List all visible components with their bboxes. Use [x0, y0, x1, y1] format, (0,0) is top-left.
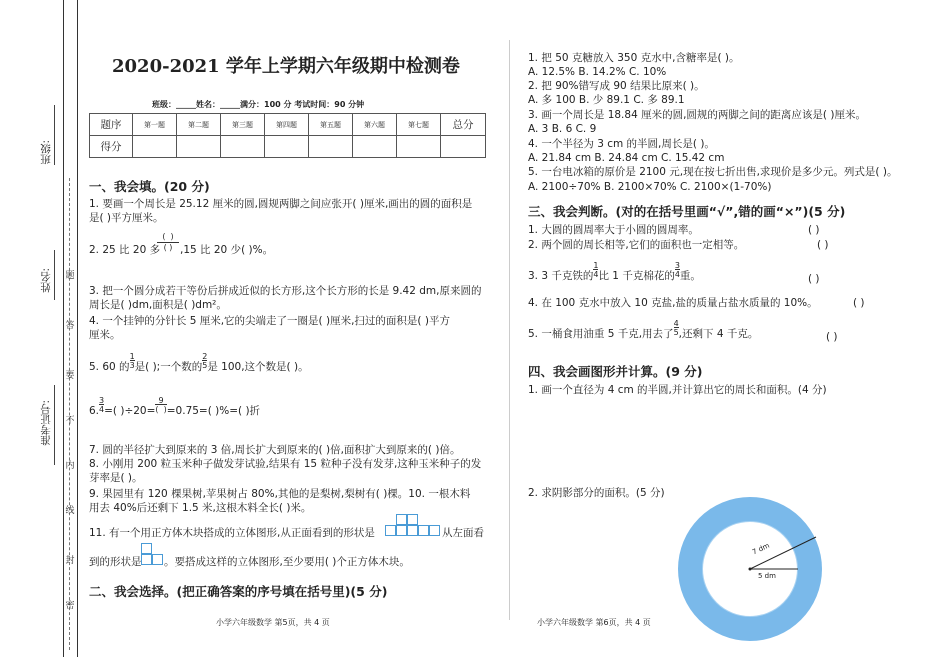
binding-line-inner: [77, 0, 78, 657]
s3-q3-answer[interactable]: ( ): [808, 273, 820, 285]
s4-q1: 1. 画一个直径为 4 cm 的半圆,并计算出它的周长和面积。(4 分): [528, 384, 827, 396]
cube: [407, 514, 418, 525]
q6-fraction-2[interactable]: [155, 396, 166, 414]
seal-char: 线: [65, 506, 75, 516]
s3-q3-text-b: 比 1 千克棉花的: [598, 270, 675, 282]
cube: [418, 525, 429, 536]
score-cell[interactable]: [133, 136, 177, 158]
s3-q5-text-b: ,还剩下 4 千克。: [678, 328, 759, 340]
page-divider: [509, 40, 510, 620]
inner-radius-label: 5 dm: [758, 572, 776, 580]
section-2-title: 二、我会选择。(把正确答案的序号填在括号里)(5 分): [89, 584, 388, 599]
cube: [152, 554, 163, 565]
q1-line-a: 1. 要画一个周长是 25.12 厘米的圆,圆规两脚之间应张开( )厘米,画出的圆的面积是: [89, 198, 473, 210]
radius-lines: [678, 497, 822, 641]
s2-q1-options: A. 12.5% B. 14.2% C. 10%: [528, 66, 667, 78]
s3-q3: [528, 261, 701, 285]
q11-text-a: 11. 有一个用正方体木块搭成的立体图形,从正面看到的形状是: [89, 527, 375, 539]
q5-text-a: 5. 60 的: [89, 361, 130, 373]
seal-line: [63, 178, 77, 650]
section-4-title: 四、我会画图形并计算。(9 分): [528, 364, 703, 379]
name-underline: [54, 250, 55, 300]
seal-char: 答: [65, 321, 75, 331]
q11-text-d: 。要搭成这样的立体图形,至少要用( )个正方体木块。: [164, 556, 410, 568]
fraction-denominator: 4: [674, 270, 680, 279]
s2-q2: 2. 把 90%错写成 90 结果比原来( )。: [528, 80, 705, 92]
fraction-numerator: 1: [593, 261, 599, 270]
cube: [396, 514, 407, 525]
annulus-figure: [678, 497, 822, 641]
s2-q4: 4. 一个半径为 3 cm 的半圆,周长是( )。: [528, 138, 715, 150]
q11-text-c: 到的形状是: [89, 556, 142, 568]
table-cell: 得分: [90, 136, 133, 158]
q2-text-a: 2. 25 比 20 多: [89, 244, 161, 256]
fraction-denominator: 5: [673, 328, 679, 337]
seal-char: 封: [65, 556, 75, 566]
s3-q3-fraction-2: [675, 261, 680, 279]
q3-line-a: 3. 把一个圆分成若干等份后拼成近似的长方形,这个长方形的长是 9.42 dm,原来圆的: [89, 285, 482, 297]
cube: [407, 525, 418, 536]
s2-q4-options: A. 21.84 cm B. 24.84 cm C. 15.42 cm: [528, 152, 725, 164]
q2-text-b: ,15 比 20 少( )%。: [180, 244, 274, 256]
cube: [141, 543, 152, 554]
s3-q1: 1. 大圆的圆周率大于小圆的圆周率。: [528, 224, 699, 236]
seal-char: 题: [65, 271, 75, 281]
s3-q2-answer[interactable]: ( ): [817, 239, 829, 251]
q5-text-b: 是( );一个数的: [134, 361, 203, 373]
front-view-figure: [385, 514, 441, 538]
q6-line: [89, 396, 261, 420]
class-underline: [54, 105, 55, 165]
seal-char: 不: [65, 416, 75, 426]
score-cell[interactable]: [309, 136, 353, 158]
cube: [396, 525, 407, 536]
s3-q3-text-a: 3. 3 千克铁的: [528, 270, 594, 282]
center-point: [749, 568, 752, 571]
fraction-denominator: 5: [202, 361, 208, 370]
score-cell[interactable]: [441, 136, 486, 158]
q4-line-b: 厘米。: [89, 329, 121, 341]
cube: [141, 554, 152, 565]
section-3-title: 三、我会判断。(对的在括号里画“√”,错的画“×”)(5 分): [528, 204, 846, 219]
score-cell[interactable]: [221, 136, 265, 158]
table-cell: 第一题: [133, 114, 177, 136]
footer-left: 小学六年级数学 第5页，共 4 页: [216, 618, 330, 627]
cube: [429, 525, 440, 536]
q5-line: [89, 352, 309, 376]
table-cell: 题序: [90, 114, 133, 136]
cube: [385, 525, 396, 536]
table-cell: 第五题: [309, 114, 353, 136]
fraction-denominator-blank[interactable]: ( ): [155, 405, 167, 414]
fraction-numerator: 2: [202, 352, 208, 361]
table-row: [90, 114, 486, 136]
footer-right: 小学六年级数学 第6页，共 4 页: [537, 618, 651, 627]
s3-q5-fraction: [674, 319, 679, 337]
section-1-title: 一、我会填。(20 分): [89, 179, 210, 194]
q6-text-a: 6.: [89, 405, 100, 417]
page-title: 2020-2021 学年上学期六年级期中检测卷: [112, 56, 460, 77]
outer-radius-label: 7 dm: [751, 541, 771, 557]
table-cell: 第六题: [353, 114, 397, 136]
fraction-denominator: 4: [593, 270, 599, 279]
table-cell: 第二题: [177, 114, 221, 136]
q6-text-c: =0.75=( )%=( )折: [166, 405, 261, 417]
q9-line-a: 9. 果园里有 120 棵果树,苹果树占 80%,其他的是梨树,梨树有( )棵。10. 一根木料: [89, 488, 471, 500]
fraction-numerator: 9: [158, 396, 164, 405]
s3-q5-answer[interactable]: ( ): [826, 331, 838, 343]
s2-q3-options: A. 3 B. 6 C. 9: [528, 123, 597, 135]
table-cell: 第七题: [397, 114, 441, 136]
table-row: [90, 136, 486, 158]
s3-q5-text-a: 5. 一桶食用油重 5 千克,用去了: [528, 328, 674, 340]
q4-line-a: 4. 一个挂钟的分针长 5 厘米,它的尖端走了一圈是( )厘米,扫过的面积是( )平方: [89, 315, 450, 327]
score-cell[interactable]: [177, 136, 221, 158]
s2-q2-options: A. 多 100 B. 少 89.1 C. 多 89.1: [528, 94, 685, 106]
score-table: [89, 113, 486, 158]
name-label: 姓名:: [40, 268, 52, 293]
q5-fraction-2: [202, 352, 207, 370]
s2-q5: 5. 一台电冰箱的原价是 2100 元,现在按七折出售,求现价是多少元。列式是( )。: [528, 166, 898, 178]
s3-q3-fraction-1: [593, 261, 598, 279]
q5-text-c: 是 100,这个数是( )。: [207, 361, 309, 373]
q5-fraction-1: [130, 352, 135, 370]
q6-text-b: =( )÷20=: [104, 405, 156, 417]
seal-char: 密: [65, 601, 75, 611]
table-cell: 第四题: [265, 114, 309, 136]
class-label: 班级:: [40, 140, 52, 165]
s4-q2: 2. 求阴影部分的面积。(5 分): [528, 487, 665, 499]
fraction-denominator: 4: [99, 405, 105, 414]
table-cell: 第三题: [221, 114, 265, 136]
s3-q2: 2. 两个圆的周长相等,它们的面积也一定相等。: [528, 239, 745, 251]
q11-text-b: 从左面看: [442, 527, 484, 539]
seal-char: 内: [65, 461, 75, 471]
q2-fraction-blank[interactable]: ( ) ( ): [157, 232, 179, 254]
s3-q4: 4. 在 100 克水中放入 10 克盐,盐的质量占盐水质量的 10%。: [528, 297, 818, 309]
seal-char: 要: [65, 371, 75, 381]
score-cell[interactable]: [353, 136, 397, 158]
fraction-numerator: 1: [129, 352, 135, 361]
s3-q3-text-c: 重。: [679, 270, 701, 282]
s3-q4-answer[interactable]: ( ): [853, 297, 865, 309]
fraction-denominator: 3: [129, 361, 135, 370]
s2-q5-options: A. 2100÷70% B. 2100×70% C. 2100×(1-70%): [528, 181, 772, 193]
id-underline: [54, 385, 55, 465]
exam-info: 班级：_____姓名：_____满分：100 分 考试时间：90 分钟: [152, 100, 365, 109]
q9-line-b: 用去 40%后还剩下 1.5 米,这根木料全长( )米。: [89, 502, 312, 514]
score-cell[interactable]: [397, 136, 441, 158]
s2-q1: 1. 把 50 克糖放入 350 克水中,含糖率是( )。: [528, 52, 740, 64]
q8-line-b: 芽率是( )。: [89, 472, 143, 484]
table-cell: 总分: [441, 114, 486, 136]
q7-line: 7. 圆的半径扩大到原来的 3 倍,周长扩大到原来的( )倍,面积扩大到原来的( )倍。: [89, 444, 461, 456]
s3-q1-answer[interactable]: ( ): [808, 224, 820, 236]
q3-line-b: 周长是( )dm,面积是( )dm²。: [89, 299, 227, 311]
q6-fraction-1: [99, 396, 104, 414]
q8-line-a: 8. 小刚用 200 粒玉米种子做发芽试验,结果有 15 粒种子没有发芽,这种玉米种子的发: [89, 458, 482, 470]
fraction-numerator: 4: [673, 319, 679, 328]
id-label: 准考证号:: [40, 400, 52, 446]
fraction-numerator: 3: [674, 261, 680, 270]
fraction-numerator: 3: [99, 396, 105, 405]
s3-q5: [528, 319, 759, 343]
left-view-figure: [141, 543, 163, 565]
s2-q3: 3. 画一个周长是 18.84 厘米的圆,圆规的两脚之间的距离应该是( )厘米。: [528, 109, 866, 121]
score-cell[interactable]: [265, 136, 309, 158]
q1-line-b: 是( )平方厘米。: [89, 212, 164, 224]
